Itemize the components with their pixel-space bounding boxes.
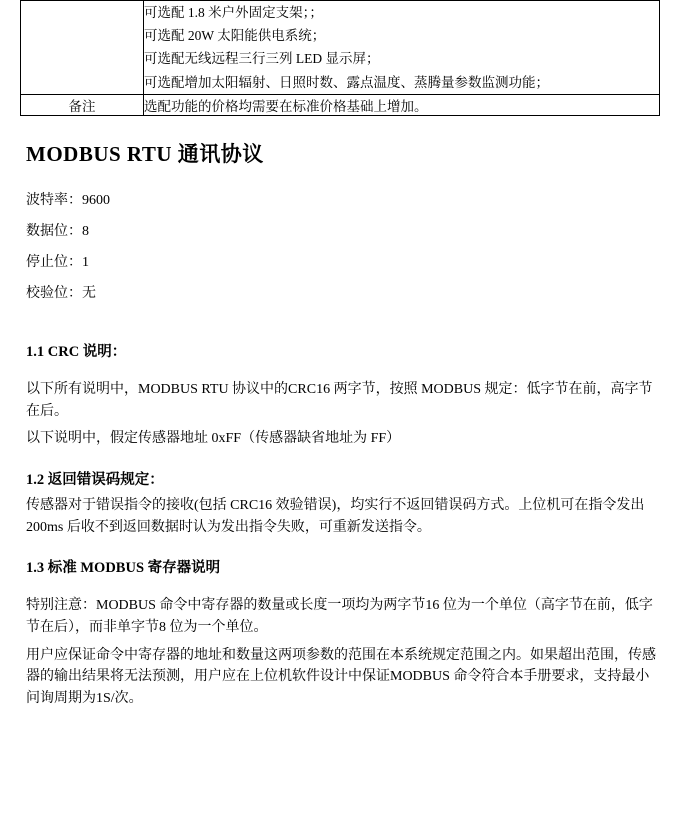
table-row-options <box>21 1 660 95</box>
options-value-cell <box>144 1 660 95</box>
section-heading-error-code: 1.2 返回错误码规定： <box>26 471 164 488</box>
page-title: MODBUS RTU 通讯协议 <box>26 141 264 166</box>
option-line: 可选配 1.8 米户外固定支架；； <box>144 5 323 20</box>
section-paragraph: 以下说明中，假定传感器地址 0xFF（传感器缺省地址为 FF） <box>26 431 401 447</box>
serial-setting-item: 校验位：无 <box>26 285 96 301</box>
section-paragraph: 特别注意：MODBUS 命令中寄存器的数量或长度一项均为两字节16 位为一个单位（高字节在前，低字节在后），而非单字节8 位为一个单位。 <box>26 598 653 635</box>
section-paragraph: 以下所有说明中，MODBUS RTU 协议中的CRC16 两字节，按照 MODBUS 规定：低字节在前，高字节在后。 <box>26 381 653 419</box>
specification-table <box>20 0 660 116</box>
serial-setting-item: 波特率：9600 <box>26 192 110 208</box>
options-label-cell <box>21 1 144 95</box>
table-row-remark <box>21 94 660 115</box>
serial-settings-list <box>20 190 660 304</box>
option-line: 可选配 20W 太阳能供电系统； <box>144 28 326 44</box>
serial-setting-item: 停止位：1 <box>26 254 89 270</box>
option-line: 可选配增加太阳辐射、日照时数、露点温度、蒸腾量参数监测功能； <box>144 74 549 90</box>
serial-setting-item: 数据位：8 <box>26 223 89 239</box>
remark-label-cell: 备注 <box>21 94 144 115</box>
remark-value-cell: 选配功能的价格均需要在标准价格基础上增加。 <box>144 94 660 115</box>
option-line: 可选配无线远程三行三列 LED 显示屏； <box>144 51 380 67</box>
section-heading-registers: 1.3 标准 MODBUS 寄存器说明 <box>26 560 221 577</box>
section-paragraph: 传感器对于错误指令的接收(包括 CRC16 效验错误)，均实行不返回错误码方式。上位机可在指令发出 200ms 后收不到返回数据时认为发出指令失败，可重新发送指令。 <box>26 497 645 535</box>
section-heading-crc: 1.1 CRC 说明： <box>26 343 127 360</box>
section-paragraph: 用户应保证命令中寄存器的地址和数量这两项参数的范围在本系统规定范围之内。如果超出范围，传感器的输出结果将无法预测，用户应在上位机软件设计中保证MODBUS 命令符合本手册要求，支持最小问询周期为1S/次。 <box>26 647 656 707</box>
